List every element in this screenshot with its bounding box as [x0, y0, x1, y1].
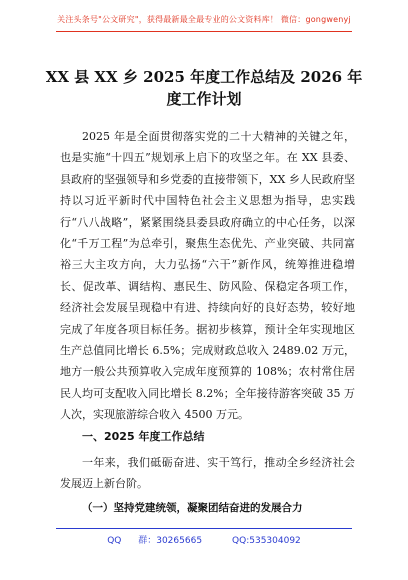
intro-paragraph: 2025 年是全面贯彻落实党的二十大精神的关键之年，也是实施“十四五”规划承上启下的攻坚之年。在 XX 县委、县政府的坚强领导和乡党委的直接带领下，XX 乡人民政府坚持以习近平新时代中国特色社会主义思想为指导，忠实践行“八八战略”，紧紧围绕县委县政府确立的中心任务，以深化“千万工程”为总牵引，聚焦生态优先、产业突破、共同富裕三大主攻方向，大力弘扬“六干”新作风，统筹推进稳增长、促改革、调结构、惠民生、防风险、保稳定各项工作，经济社会发展呈现稳中有进、持续向好的良好态势，较好地完成了年度各项目标任务。据初步核算，预计全年实现地区生产总值同比增长 6.5%；完成财政总收入 2489.02 万元，地方一般公共预算收入完成年度预算的 108%；农村常住居民人均可支配收入同比增长 8.2%；全年接待游客突破 35 万人次，实现旅游综合收入 4500 万元。	[60, 130, 356, 422]
section-heading: 一、2025 年度工作总结	[82, 430, 205, 443]
footer-divider	[56, 528, 352, 529]
document-title: XX 县 XX 乡 2025 年度工作总结及 2026 年度工作计划	[45, 68, 363, 108]
sub-heading: （一）坚持党建统领，凝聚团结奋进的发展合力	[82, 502, 303, 514]
footer-qq: QQ:535304092	[232, 536, 301, 546]
header-divider	[56, 31, 352, 32]
header-banner: 关注头条号"公文研究"，获得最新最全最专业的公文资料库！ 微信：gongwenyj	[57, 15, 351, 24]
footer-qq-group: QQ 群：30265665	[107, 536, 203, 546]
section-paragraph: 一年来，我们砥砺奋进、实干笃行，推动全乡经济社会发展迈上新台阶。	[60, 456, 355, 491]
footer	[0, 533, 408, 546]
